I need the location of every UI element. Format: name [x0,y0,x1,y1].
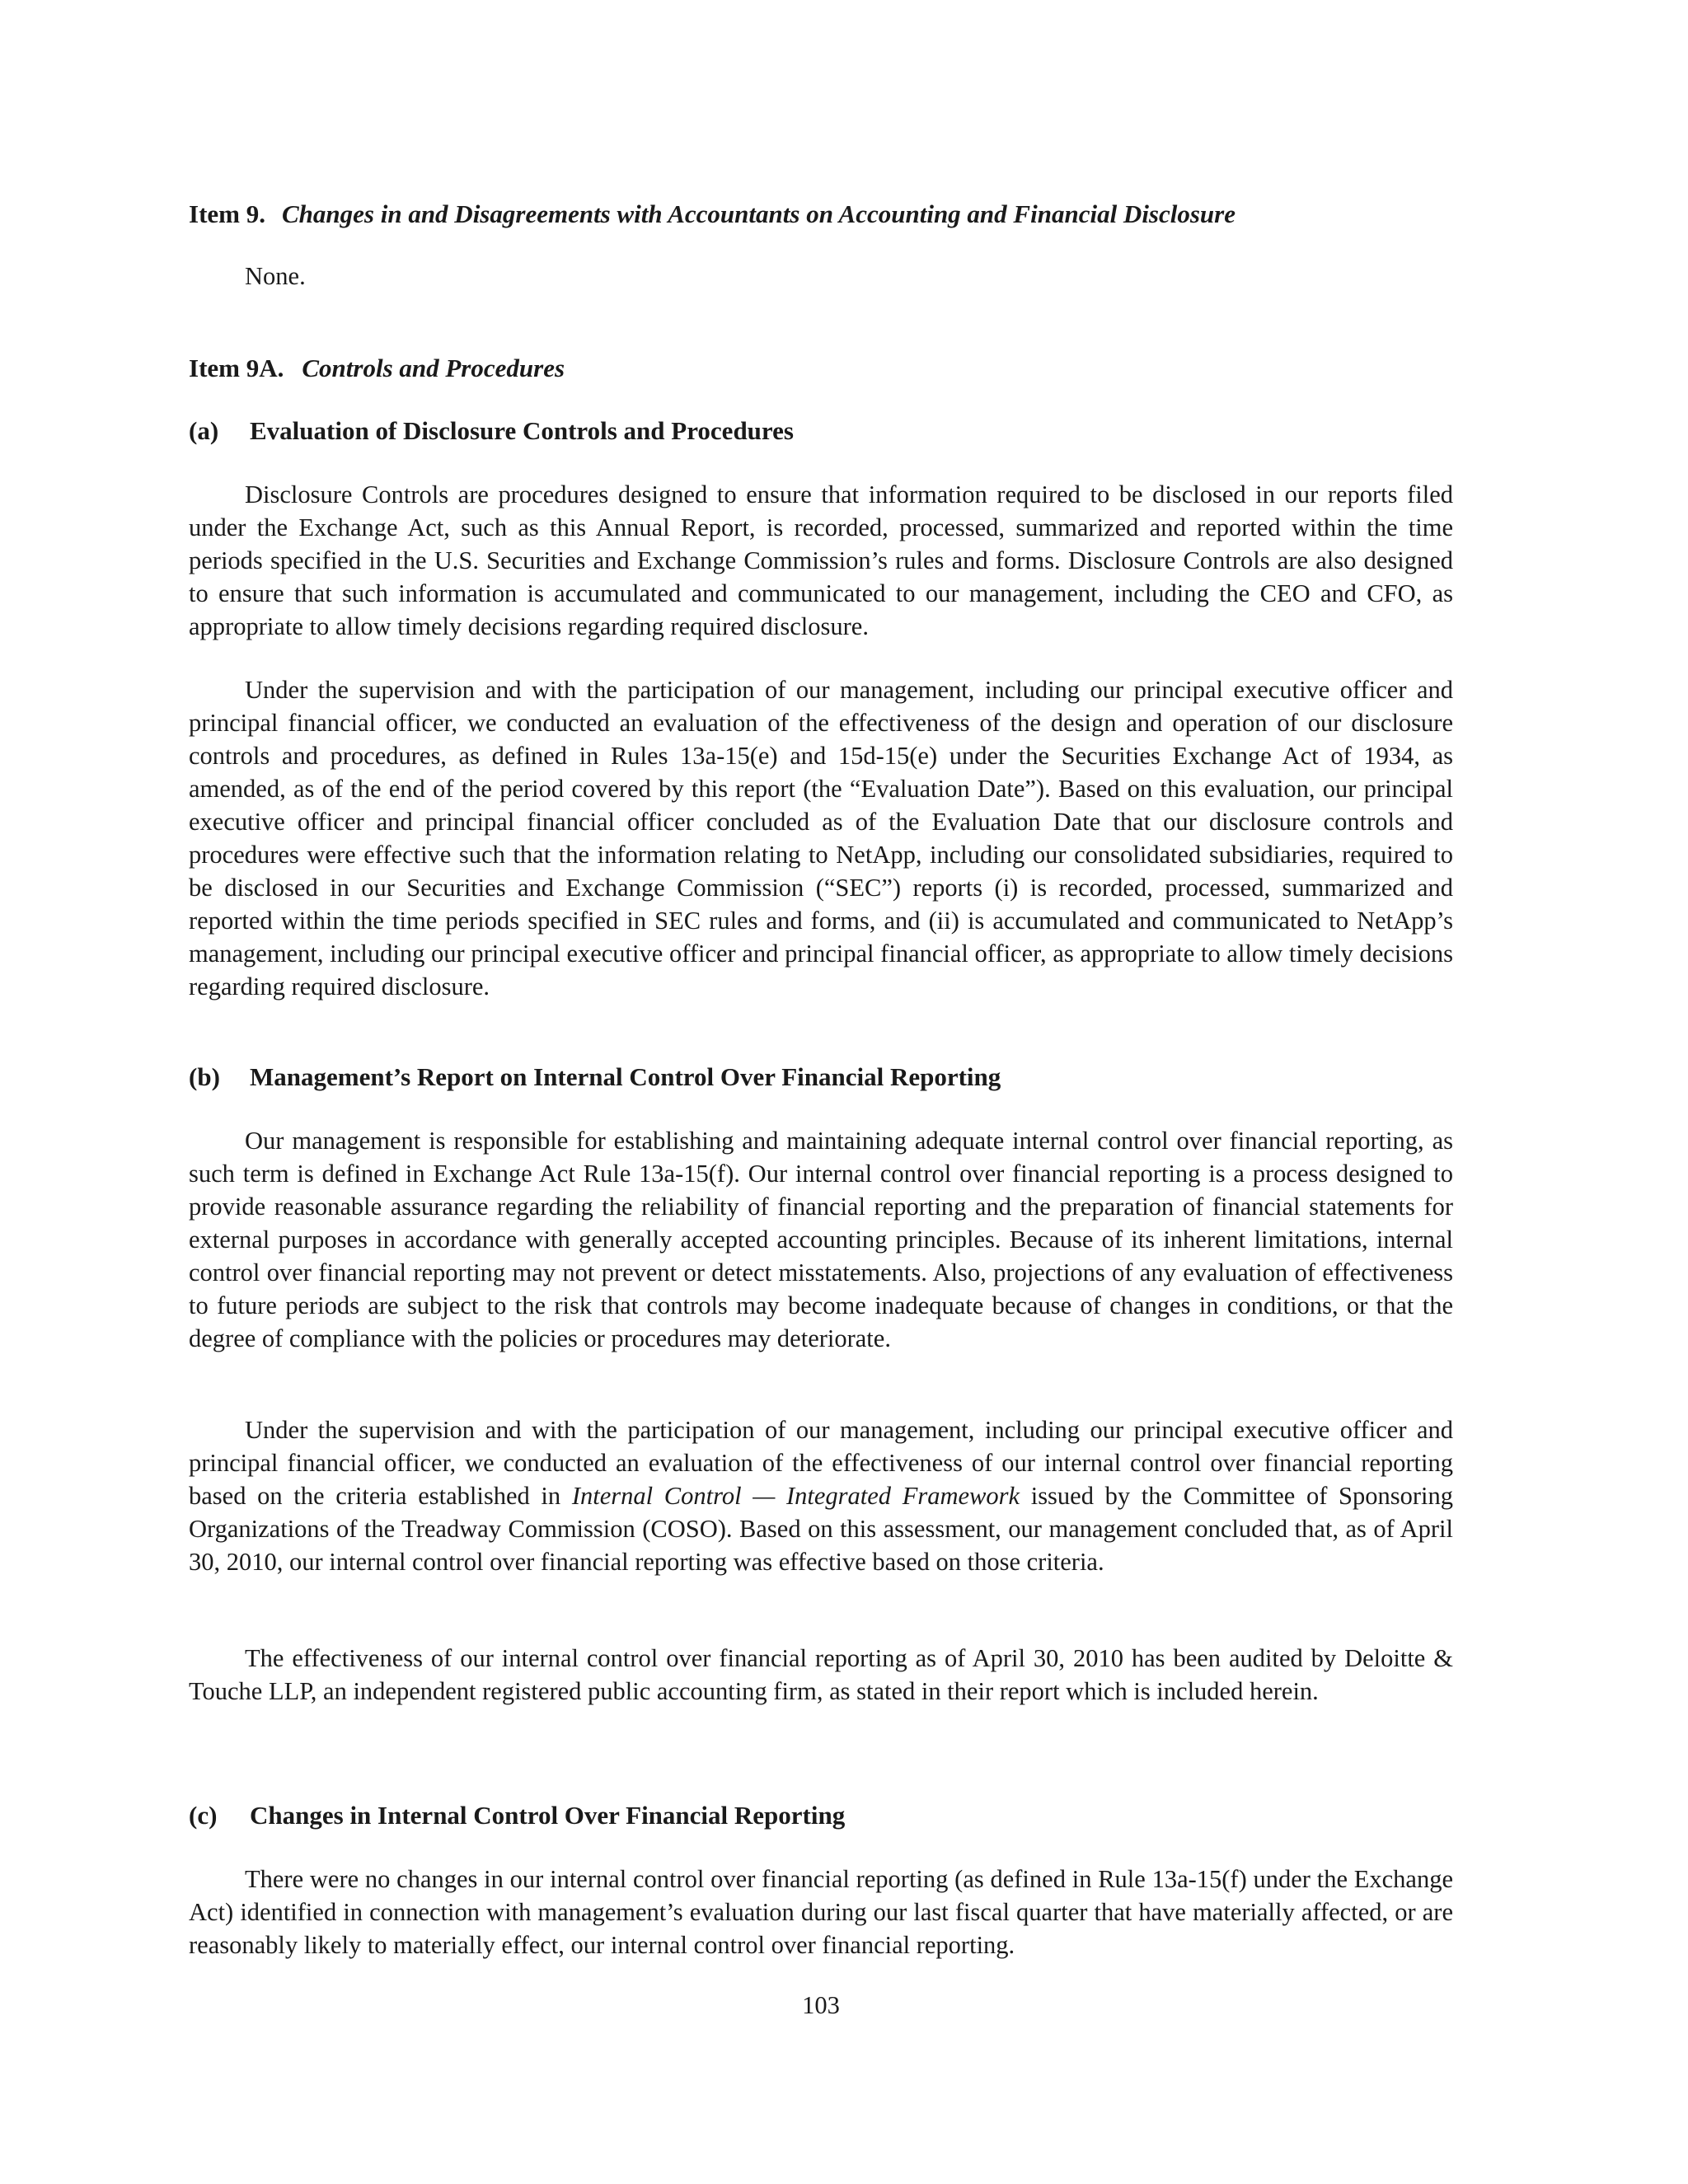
page-number: 103 [802,1991,840,2019]
item-9-number: Item 9. [189,199,265,228]
section-a-letter: (a) [189,416,219,445]
section-b-paragraph-2 [189,1413,1453,1578]
section-b-heading [189,1061,1001,1094]
item-9a-heading [189,352,565,385]
section-b-paragraph-2-before: Under the supervision and with the participation of our management, including our principal executive officer and principal financial officer, we conducted an evaluation of the effectiveness of our internal control over financial reporting based on the criteria established in [189,1416,1453,1510]
section-b-letter: (b) [189,1062,220,1091]
section-a-paragraph-1 [189,478,1453,643]
item-9-title: Changes in and Disagreements with Accountants on Accounting and Financial Disclosure [281,199,1236,228]
section-b-paragraph-1 [189,1124,1453,1355]
item-9a-number: Item 9A. [189,354,284,382]
section-a-heading [189,415,794,448]
section-c-title: Changes in Internal Control Over Financial Reporting [250,1801,846,1830]
section-b-paragraph-1-text: Our management is responsible for establishing and maintaining adequate internal control over financial reporting, as such term is defined in Exchange Act Rule 13a-15(f). Our internal control over financial reporting is a process designed to provide reasonable assurance regarding the reliability of financial reporting and the preparation of financial statements for external purposes in accordance with generally accepted accounting principles. Because of its inherent limitations, internal control over financial reporting may not prevent or detect misstatements. Also, projections of any evaluation of effectiveness to future periods are subject to the risk that controls may become inadequate because of changes in conditions, or that the degree of compliance with the policies or procedures may deteriorate. [189,1127,1453,1352]
section-a-title: Evaluation of Disclosure Controls and Procedures [250,416,794,445]
section-b-paragraph-3 [189,1642,1453,1708]
section-a-paragraph-2 [189,673,1453,1003]
section-b-paragraph-3-text: The effectiveness of our internal control over financial reporting as of April 30, 2010 has been audited by Deloitte & Touche LLP, an independent registered public accounting firm, as stated in their report which is included herein. [189,1644,1453,1705]
section-b-title: Management’s Report on Internal Control Over Financial Reporting [250,1062,1001,1091]
item-9-heading [189,198,1236,231]
section-c-letter: (c) [189,1801,218,1830]
section-c-heading [189,1799,845,1832]
document-page [189,0,1453,2184]
item-9a-title: Controls and Procedures [302,354,565,382]
section-c-paragraph [189,1863,1453,1961]
section-a-paragraph-2-text: Under the supervision and with the participation of our management, including our principal executive officer and principal financial officer, we conducted an evaluation of the effectiveness of the design and operation of our disclosure controls and procedures, as defined in Rules 13a-15(e) and 15d-15(e) under the Securities Exchange Act of 1934, as amended, as of the end of the period covered by this report (the “Evaluation Date”). Based on this evaluation, our principal executive officer and principal financial officer concluded as of the Evaluation Date that our disclosure controls and procedures were effective such that the information relating to NetApp, including our consolidated subsidiaries, required to be disclosed in our Securities and Exchange Commission (“SEC”) reports (i) is recorded, processed, summarized and reported within the time periods specified in SEC rules and forms, and (ii) is accumulated and communicated to NetApp’s management, including our principal executive officer and principal financial officer, as appropriate to allow timely decisions regarding required disclosure. [189,676,1453,1001]
section-c-paragraph-text: There were no changes in our internal control over financial reporting (as defined in Rule 13a-15(f) under the Exchange Act) identified in connection with management’s evaluation during our last fiscal quarter that have materially affected, or are reasonably likely to materially effect, our internal control over financial reporting. [189,1865,1453,1959]
section-a-paragraph-1-text: Disclosure Controls are procedures designed to ensure that information required to be disclosed in our reports filed under the Exchange Act, such as this Annual Report, is recorded, processed, summarized and reported within the time periods specified in the U.S. Securities and Exchange Commission’s rules and forms. Disclosure Controls are also designed to ensure that such information is accumulated and communicated to our management, including the CEO and CFO, as appropriate to allow timely decisions regarding required disclosure. [189,480,1453,640]
framework-title: Internal Control — Integrated Framework [571,1482,1020,1510]
section-b-paragraph-2-after: issued by the Committee of Sponsoring Organizations of the Treadway Commission (COSO). Based on this assessment, our management concluded that, as of April 30, 2010, our internal control over financial reporting was effective based on those criteria. [189,1482,1453,1576]
item-9-body: None. [245,262,306,290]
